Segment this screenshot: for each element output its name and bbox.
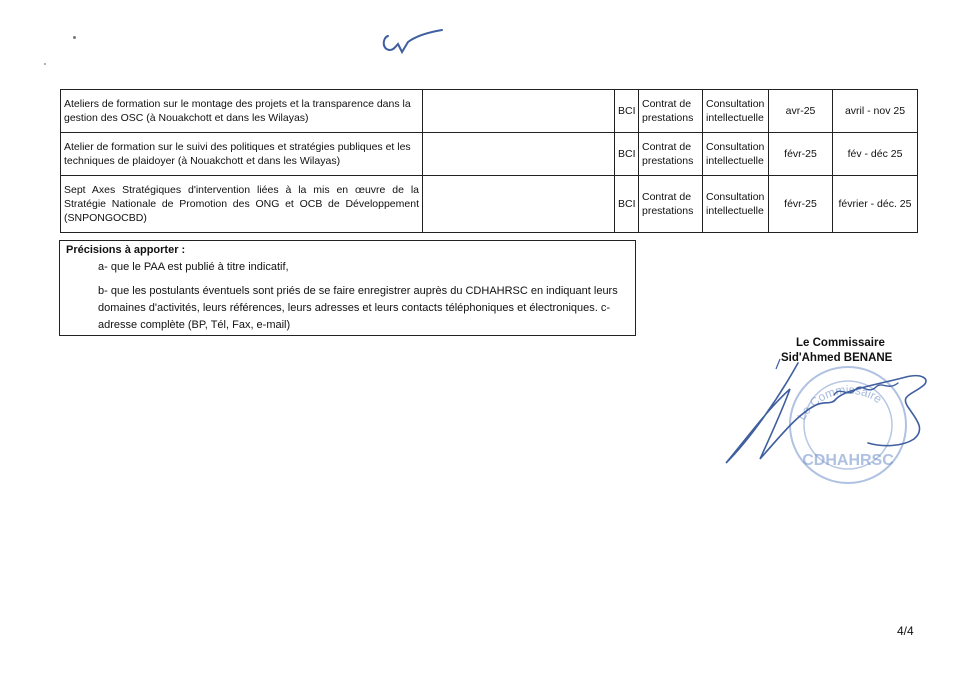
launch-date: févr-25 <box>769 176 833 233</box>
note-a: a- que le PAA est publié à titre indicatif, <box>98 261 289 273</box>
empty-cell <box>423 133 615 176</box>
table-row <box>61 133 918 176</box>
signatory-name: Sid'Ahmed BENANE <box>781 352 893 364</box>
scan-speck <box>73 36 76 39</box>
execution-period: fév - déc 25 <box>833 133 918 176</box>
seal-org-text: CDHAHRSC <box>802 452 894 469</box>
notes-title: Précisions à apporter : <box>66 244 186 256</box>
activity-description: Atelier de formation sur le suivi des politiques et stratégies publiques et les techniques de plaidoyer (à Nouakchott et dans les Wilayas) <box>61 133 423 176</box>
launch-date: avr-25 <box>769 90 833 133</box>
budget-source: BCI <box>615 133 639 176</box>
signatory-title: Le Commissaire <box>796 337 885 349</box>
note-b: b- que les postulants éventuels sont priés de se faire enregistrer auprès du CDHAHRSC en indiquant leurs domaines d'activités, leurs références, leurs adresses et leurs contacts téléphoniques et électroniques. c- adresse complète (BP, Tél, Fax, e-mail) <box>98 285 618 331</box>
contract-type: Contrat de prestations <box>639 176 703 233</box>
table-row <box>61 90 918 133</box>
scan-speck <box>44 63 46 65</box>
notes-box <box>59 240 636 336</box>
budget-source: BCI <box>615 176 639 233</box>
page-number: 4/4 <box>897 624 914 638</box>
handwritten-initials <box>378 24 448 60</box>
procurement-table <box>60 89 918 233</box>
seal-arc-text: Le Commissaire <box>794 382 885 423</box>
budget-source: BCI <box>615 90 639 133</box>
activity-description: Ateliers de formation sur le montage des projets et la transparence dans la gestion des OSC (à Nouakchott et dans les Wilayas) <box>61 90 423 133</box>
execution-period: avril - nov 25 <box>833 90 918 133</box>
procurement-method: Consultation intellectuelle <box>703 133 769 176</box>
contract-type: Contrat de prestations <box>639 133 703 176</box>
table-row <box>61 176 918 233</box>
empty-cell <box>423 90 615 133</box>
contract-type: Contrat de prestations <box>639 90 703 133</box>
procurement-method: Consultation intellectuelle <box>703 176 769 233</box>
svg-text:Le Commissaire <box>794 383 884 423</box>
official-stamp-and-signature <box>716 355 956 495</box>
execution-period: février - déc. 25 <box>833 176 918 233</box>
launch-date: févr-25 <box>769 133 833 176</box>
empty-cell <box>423 176 615 233</box>
activity-description: Sept Axes Stratégiques d'intervention liées à la mis en œuvre de la Stratégie Nationale de Promotion des ONG et OCB de Développement (SNPONGOCBD) <box>61 176 423 233</box>
procurement-method: Consultation intellectuelle <box>703 90 769 133</box>
